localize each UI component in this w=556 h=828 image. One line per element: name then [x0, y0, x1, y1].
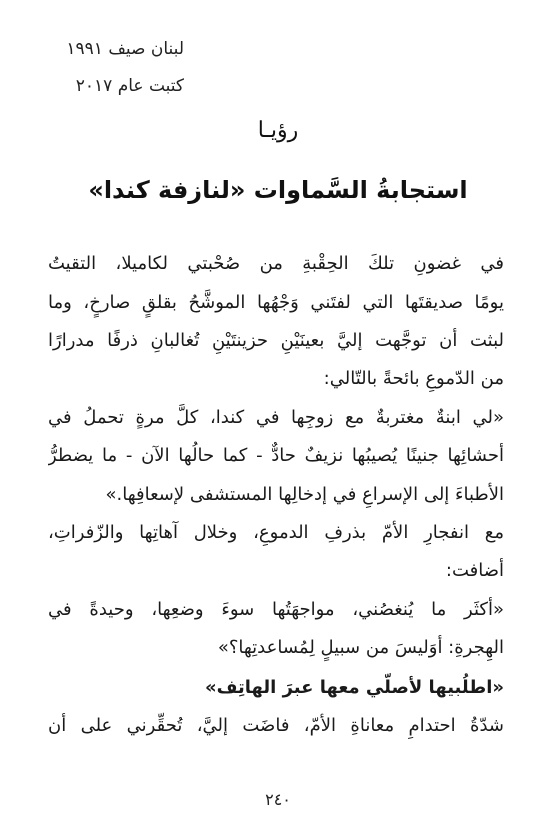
header-place-date: لبنان صيف ١٩٩١	[66, 39, 184, 59]
text-line-7: الأطباءَ إلى الإسراعِ في إدخالِها المستشفى لإسعافِها.»	[105, 484, 504, 505]
text-line-4: من الدّموعِ بائحةً بالتّالي:	[323, 368, 504, 389]
text-line-11: الهِجرةِ: أوَليسَ من سبيلٍ لِمُساعدتِها؟»	[217, 637, 504, 658]
text-line-3: لبثت أن توجَّهت إليَّ بعينَيْنِ حزينتَيْنِ تُغالبانِ ذرفًا مدرارًا	[48, 330, 504, 351]
text-line-6: أحشائِها جنينًا يُصيبُها نزيفٌ حادٌّ - كما حالُها الآن - ما يضطرُّ	[48, 445, 504, 466]
header-written-date: كتبت عام ٢٠١٧	[75, 76, 184, 96]
text-line-8: مع انفجارِ الأمّ بذرفِ الدموعِ، وخلال آهاتِها والزّفراتِ،	[48, 522, 504, 543]
text-line-9: أضافت:	[445, 560, 504, 581]
chapter-title: استجابةُ السَّماوات «لنازفة كندا»	[88, 176, 468, 204]
text-line-12: «اطلُبيها لأصلّي معها عبرَ الهاتِف»	[204, 677, 504, 698]
text-line-10: «أكثَر ما يُنغصُني، مواجهَتُها سوءَ وضعِها، وحيدةً في	[48, 599, 504, 620]
text-line-5: «لي ابنةٌ مغتربةٌ مع زوجِها في كندا، كلَّ مرةٍ تحملُ في	[48, 407, 504, 428]
section-title: رؤيـا	[257, 118, 299, 143]
page-number: ٢٤٠	[265, 790, 291, 809]
text-line-13: شدّةُ احتدامِ معاناةِ الأمّ، فاضَت إليَّ، تُحقِّرني على أن	[48, 715, 504, 736]
text-line-2: يومًا صديقتَها التي لفتَني وَجْهُها الموشَّحُ بقلقٍ صارخٍ، وما	[48, 292, 504, 313]
text-line-1: في غضونِ تلكَ الحِقْبةِ من صُحْبتي لكاميلا، التقيتُ	[48, 253, 504, 274]
